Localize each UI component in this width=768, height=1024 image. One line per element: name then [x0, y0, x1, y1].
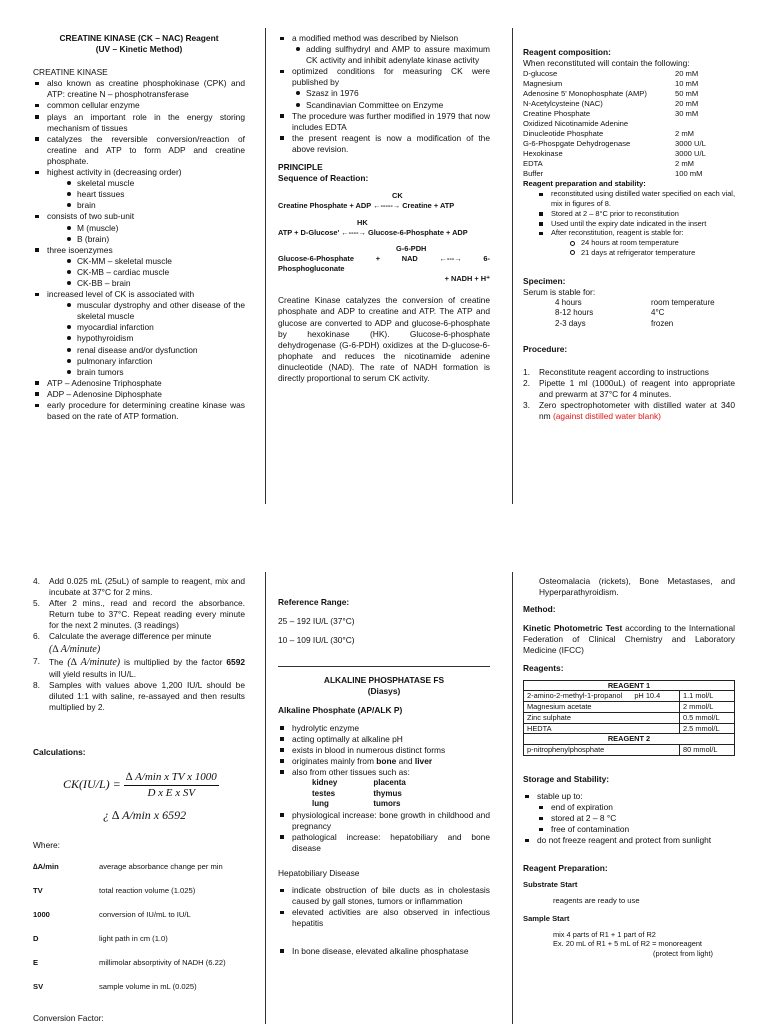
list-item: muscular dystrophy and other disease of the skeletal muscle	[63, 300, 245, 322]
component-value: 20 mM	[675, 69, 699, 79]
column-ck-calculations	[33, 576, 245, 1024]
table-row	[523, 119, 735, 129]
ck-formula: CK(IU/L) = $\frac{\text{∆ A/min x TV x 1000}}{\text{D x E x SV}}$	[63, 771, 217, 799]
subheading: Sample Start	[523, 913, 570, 923]
specimen-time: 4 hours	[555, 297, 582, 307]
section-heading: Reagents:	[523, 662, 564, 673]
prep-text: Ex. 20 mL of R1 + 5 mL of R2 = monoreagent	[553, 939, 702, 949]
list-item: early procedure for determining creatine kinase was based on the rate of ATP formation.	[33, 400, 245, 422]
procedure-step: 6. Calculate the average difference per minute (∆ A/minute)	[33, 631, 212, 655]
specimen-time: 2-3 days	[555, 319, 586, 329]
reaction-equation	[278, 254, 490, 264]
enzyme-label: HK	[357, 217, 368, 227]
list-item: consists of two sub-unit	[33, 211, 245, 222]
column-divider	[265, 572, 266, 1024]
reactant: NAD	[401, 254, 418, 264]
product: + NADH + H⁺	[444, 273, 490, 283]
component-value: 50 mM	[675, 89, 699, 99]
list-item: Scandinavian Committee on Enzyme	[292, 100, 490, 111]
component-name: Adenosine 5' Monophosphate (AMP)	[523, 89, 647, 99]
section-heading: Specimen:	[523, 275, 566, 286]
table-row	[523, 99, 735, 109]
procedure-step: 5. After 2 mins., read and record the absorbance. Return tube to 37°C. Repeat reading every minute for the next 2 minutes. (3 readings)	[33, 598, 245, 631]
tissue-name: testes	[312, 788, 336, 798]
list-item: optimized conditions for measuring CK were published by	[278, 66, 490, 88]
reagent-name	[524, 702, 680, 713]
doc-subtitle: (UV – Kinetic Method)	[95, 44, 183, 55]
table-row	[312, 789, 452, 800]
list-item: Szasz in 1976	[292, 88, 490, 99]
component-value: 30 mM	[675, 109, 699, 119]
list-item: exists in blood in numerous distinct forms	[278, 745, 490, 756]
table-row	[523, 169, 735, 179]
component-name: D-glucose	[523, 69, 558, 79]
variable-description: millimolar absorptivity of NADH (6.22)	[99, 958, 226, 968]
list-item: hydrolytic enzyme	[278, 723, 490, 734]
ck-formula-factor: ¿ ∆ A/min x 6592	[103, 808, 187, 823]
reagent-concentration: 2 mmol/L	[680, 702, 735, 713]
list-item: increased level of CK is associated with	[33, 289, 245, 300]
variable-description: light path in cm (1.0)	[99, 934, 168, 944]
section-heading: Reagent composition:	[523, 47, 611, 57]
procedure-step: 3. Zero spectrophotometer with distilled water at 340 nm (against distilled water blank)	[523, 399, 735, 422]
list-item: ATP – Adenosine Triphosphate	[33, 378, 245, 389]
component-value: 10 mM	[675, 79, 699, 89]
component-value: 20 mM	[675, 99, 699, 109]
component-name: G-6-Phospgate Dehydrogenase	[523, 139, 631, 149]
variable-legend	[33, 855, 245, 999]
list-item: the present reagent is now a modification of the above revision.	[278, 133, 490, 155]
column-divider	[512, 28, 513, 504]
table-row	[523, 69, 735, 79]
list-item: hypothyroidism	[63, 333, 245, 344]
table-row	[33, 927, 245, 951]
reagent-concentration: 1.1 mol/L	[680, 691, 735, 702]
specimen-condition: frozen	[651, 319, 674, 329]
list-item: free of contamination	[537, 824, 735, 835]
list-item: CK-MM – skeletal muscle	[63, 256, 245, 267]
product: Phosphogluconate	[278, 263, 345, 273]
principle-paragraph: Creatine Kinase catalyzes the conversion of creatine phosphate and ADP to creatine and ATP. The ATP and glucose are converted to ADP and glucose-6-phosphate by hexokinase (HK). Glucose-6-phosphate dehydrogenase (G-6-PDH) oxidizes at the D-glucose-6-phophate and reduces the nicotinamide adenine dinucleotide (NAD). The rate of NADH formation is directly proportional to serum CK activity.	[278, 295, 490, 383]
variable-symbol: TV	[33, 886, 43, 896]
variable-description: sample volume in mL (0.025)	[99, 982, 197, 992]
reagent-component: 2-amino-2-methyl-1-propanol	[527, 691, 623, 701]
where-label: Where:	[33, 840, 60, 851]
reagent-concentration: 80 mmol/L	[680, 745, 735, 756]
specimen-condition: 4°C	[651, 308, 665, 318]
section-heading: Conversion Factor:	[33, 1013, 104, 1024]
list-item: CK-MB – cardiac muscle	[63, 267, 245, 278]
prep-text: mix 4 parts of R1 + 1 part of R2	[553, 929, 656, 939]
enzyme-label: G-6-PDH	[396, 244, 427, 254]
list-item: After reconstitution, reagent is stable for:	[537, 228, 735, 238]
subheading: Hepatobiliary Disease	[278, 868, 360, 879]
component-value: 2 mM	[675, 159, 694, 169]
table-row	[523, 298, 735, 309]
reagent-concentration: 2.5 mmol/L	[680, 723, 735, 734]
reagent-concentration: 0.5 mmol/L	[680, 712, 735, 723]
table-row	[523, 308, 735, 319]
list-item: brain tumors	[63, 367, 245, 378]
table-row	[523, 89, 735, 99]
prep-text: (protect from light)	[653, 949, 713, 959]
table-row	[33, 975, 245, 999]
column-alp-intro	[278, 597, 490, 957]
component-name: Oxidized Nicotinamide Adenine	[523, 119, 629, 129]
list-item: physiological increase: bone growth in childhood and pregnancy	[278, 810, 490, 832]
variable-symbol: SV	[33, 982, 44, 992]
column-divider	[512, 572, 513, 1024]
specimen-table	[523, 298, 735, 330]
continued-text: Osteomalacia (rickets), Bone Metastases, and Hyperparathyroidism.	[539, 576, 735, 598]
reagent-name	[524, 712, 680, 723]
list-item: brain	[63, 200, 245, 211]
reaction-arrow: ←---→	[439, 254, 462, 264]
procedure-step: 2. Pipette 1 ml (1000uL) of reagent into appropriate and prewarm at 37°C for 4 minutes.	[523, 377, 735, 399]
table-header-row	[524, 734, 735, 745]
product-prefix: 6-	[483, 254, 490, 264]
section-heading: Storage and Stability:	[523, 774, 610, 785]
table-row	[523, 79, 735, 89]
reaction-equation: Creatine Phosphate + ADP ←-----→ Creatine + ATP	[278, 200, 455, 210]
reagent-name	[524, 691, 680, 702]
list-item: In bone disease, elevated alkaline phosphatase	[278, 946, 490, 957]
list-item: a modified method was described by Nielson	[278, 33, 490, 44]
list-item: B (brain)	[63, 234, 245, 245]
list-item: pathological increase: hepatobiliary and bone disease	[278, 832, 490, 854]
column-ck-principle	[278, 33, 490, 384]
column-divider	[265, 28, 266, 504]
specimen-time: 8-12 hours	[555, 308, 594, 318]
reagent-table	[523, 680, 735, 756]
reactant: Glucose-6-Phosphate	[278, 254, 354, 264]
component-name: N-Acetylcysteine (NAC)	[523, 99, 603, 109]
list-item: catalyzes the reversible conversion/reaction of creatine and ATP to form ADP and creatine phosphate.	[33, 134, 245, 167]
variable-symbol: D	[33, 934, 39, 944]
list-item: Stored at 2 – 8°C prior to reconstitution	[537, 209, 735, 219]
list-item: reconstituted using distilled water specified on each vial, mix in figures of 8.	[537, 189, 735, 209]
procedure-step: 1. Reconstitute reagent according to instructions	[523, 366, 709, 377]
table-row	[523, 149, 735, 159]
table-row	[523, 319, 735, 330]
list-item: skeletal muscle	[63, 178, 245, 189]
prep-text: reagents are ready to use	[553, 895, 640, 905]
list-item: highest activity in (decreasing order)	[33, 167, 245, 178]
component-name: Creatine Phosphate	[523, 109, 591, 119]
reagent-ph: pH 10.4	[634, 691, 661, 701]
list-item: elevated activities are also observed in infectious hepatitis	[278, 907, 490, 929]
reagent-name	[524, 723, 680, 734]
component-value: 100 mM	[675, 169, 703, 179]
tissue-name: thymus	[373, 788, 402, 798]
intro-text: Serum is stable for:	[523, 286, 596, 297]
formula-numerator: ∆ A/min x TV x 1000	[124, 770, 219, 786]
list-item: originates mainly from bone and liver	[278, 756, 490, 767]
procedure-step: 7. The (∆ A/minute) is multiplied by the factor 6592 will yield results in IU/L.	[33, 655, 246, 679]
procedure-step: 4. Add 0.025 mL (25uL) of sample to reagent, mix and incubate at 37°C for 2 mins.	[33, 576, 245, 598]
component-value: 2 mM	[675, 129, 694, 139]
component-name: EDTA	[523, 159, 543, 169]
component-value: 3000 U/L	[675, 149, 706, 159]
component-name: Hexokinase	[523, 149, 563, 159]
list-item: end of expiration	[537, 802, 735, 813]
reaction-equation: ATP + D-Glucose' ←----→ Glucose-6-Phosphate + ADP	[278, 227, 468, 237]
table-row	[312, 778, 452, 789]
reagent-component: Magnesium acetate	[527, 702, 592, 712]
table-row	[524, 745, 735, 756]
section-divider	[278, 666, 490, 667]
list-item: adding sulfhydryl and AMP to assure maximum CK activity and inhibit adenylate kinase activity	[292, 44, 490, 66]
component-value	[675, 119, 735, 129]
list-item: Used until the expiry date indicated in the insert	[537, 219, 735, 229]
section-heading: Reagent Preparation:	[523, 862, 608, 873]
reagent-group-title: REAGENT 2	[524, 734, 735, 745]
list-item: also from other tissues such as:	[278, 767, 490, 778]
list-item: three isoenzymes	[33, 245, 245, 256]
variable-description: average absorbance change per min	[99, 862, 223, 872]
doc-title: CREATINE KINASE (CK – NAC) Reagent	[59, 33, 219, 43]
tissue-name: placenta	[373, 778, 406, 788]
tissue-table	[312, 778, 452, 810]
list-item: 21 days at refrigerator temperature	[567, 248, 735, 258]
section-heading: Method:	[523, 604, 556, 615]
list-item: ADP – Adenosine Diphosphate	[33, 389, 245, 400]
variable-symbol: ∆A/min	[33, 862, 59, 872]
column-ck-reagents	[523, 47, 735, 422]
formula: (∆ A/minute)	[49, 643, 101, 655]
subheading: Sequence of Reaction:	[278, 173, 369, 184]
list-item: renal disease and/or dysfunction	[63, 345, 245, 356]
list-item: heart tissues	[63, 189, 245, 200]
table-row	[523, 159, 735, 169]
list-item: also known as creatine phosphokinase (CPK) and ATP: creatine N – phosphotransferase	[33, 78, 245, 100]
component-name: Magnesium	[523, 79, 563, 89]
subheading: Reagent preparation and stability:	[523, 179, 646, 189]
reagent-group-title: REAGENT 1	[524, 680, 735, 691]
list-item: stored at 2 – 8 °C	[537, 813, 735, 824]
list-item: pulmonary infarction	[63, 356, 245, 367]
column-alp-method	[523, 576, 735, 959]
section-heading: Calculations:	[33, 747, 86, 758]
tissue-name: tumors	[373, 799, 401, 809]
table-row	[33, 903, 245, 927]
list-item: plays an important role in the energy storing mechanism of tissues	[33, 112, 245, 134]
list-item: The procedure was further modified in 1979 that now includes EDTA	[278, 111, 490, 133]
plus-sign: +	[375, 254, 381, 264]
variable-description: total reaction volume (1.025)	[99, 886, 196, 896]
highlight-note: (against distilled water blank)	[552, 411, 661, 422]
table-row	[33, 879, 245, 903]
method-text: Kinetic Photometric Test according to the International Federation of Clinical Chemistry and Laboratory Medicine (IFCC)	[523, 623, 735, 656]
list-item: myocardial infarction	[63, 322, 245, 333]
list-item: indicate obstruction of bile ducts as in cholestasis caused by gall stones, tumors or inflammation	[278, 885, 490, 907]
section-heading: PRINCIPLE	[278, 162, 323, 173]
section-heading: Reference Range:	[278, 597, 350, 607]
table-row	[33, 855, 245, 879]
tissue-name: lung	[312, 799, 329, 809]
tissue-name: kidney	[312, 778, 338, 788]
variable-symbol: E	[33, 958, 39, 968]
list-item: 24 hours at room temperature	[567, 238, 735, 248]
composition-table	[523, 69, 735, 179]
doc-subtitle: (Diasys)	[367, 686, 401, 697]
table-row	[33, 951, 245, 975]
component-name: Dinucleotide Phosphate	[523, 129, 604, 139]
intro-text: When reconstituted will contain the following:	[523, 58, 690, 69]
table-row	[524, 723, 735, 734]
formula-denominator: D x E x SV	[147, 786, 196, 799]
component-name: Buffer	[523, 169, 544, 179]
list-item: M (muscle)	[63, 223, 245, 234]
reagent-name	[524, 745, 680, 756]
section-heading: CREATINE KINASE	[33, 67, 108, 78]
table-header-row	[524, 680, 735, 691]
reagent-component: Zinc sulphate	[527, 712, 571, 722]
list-item: CK-BB – brain	[63, 278, 245, 289]
reference-value: 25 – 192 IU/L (37°C)	[278, 616, 355, 627]
procedure-step: 8. Samples with values above 1,200 IU/L should be diluted 1:1 with saline, re-assayed and then results multiplied by 2.	[33, 680, 245, 713]
column-ck-intro	[33, 33, 245, 422]
subheading: Alkaline Phosphate (AP/ALK P)	[278, 705, 403, 716]
list-item: acting optimally at alkaline pH	[278, 734, 490, 745]
component-value: 3000 U/L	[675, 139, 706, 149]
list-item: stable up to:	[523, 791, 735, 802]
table-row	[523, 139, 735, 149]
list-item: do not freeze reagent and protect from sunlight	[523, 835, 735, 846]
list-item: common cellular enzyme	[33, 100, 245, 111]
table-row	[523, 129, 735, 139]
variable-description: conversion of IU/mL to IU/L	[99, 910, 191, 920]
table-row	[524, 712, 735, 723]
doc-title: ALKALINE PHOSPHATASE FS	[323, 675, 445, 686]
variable-symbol: 1000	[33, 910, 50, 920]
table-row	[524, 702, 735, 713]
section-heading: Procedure:	[523, 343, 568, 354]
reference-value: 10 – 109 IU/L (30°C)	[278, 635, 355, 646]
reagent-component: HEDTA	[527, 723, 552, 733]
table-row	[312, 799, 452, 810]
formula: (∆ A/minute)	[67, 656, 121, 668]
reagent-component: p-nitrophenylphosphate	[527, 745, 605, 755]
subheading: Substrate Start	[523, 879, 578, 889]
table-row	[524, 691, 735, 702]
enzyme-label: CK	[392, 191, 403, 201]
specimen-condition: room temperature	[651, 297, 715, 307]
table-row	[523, 109, 735, 119]
